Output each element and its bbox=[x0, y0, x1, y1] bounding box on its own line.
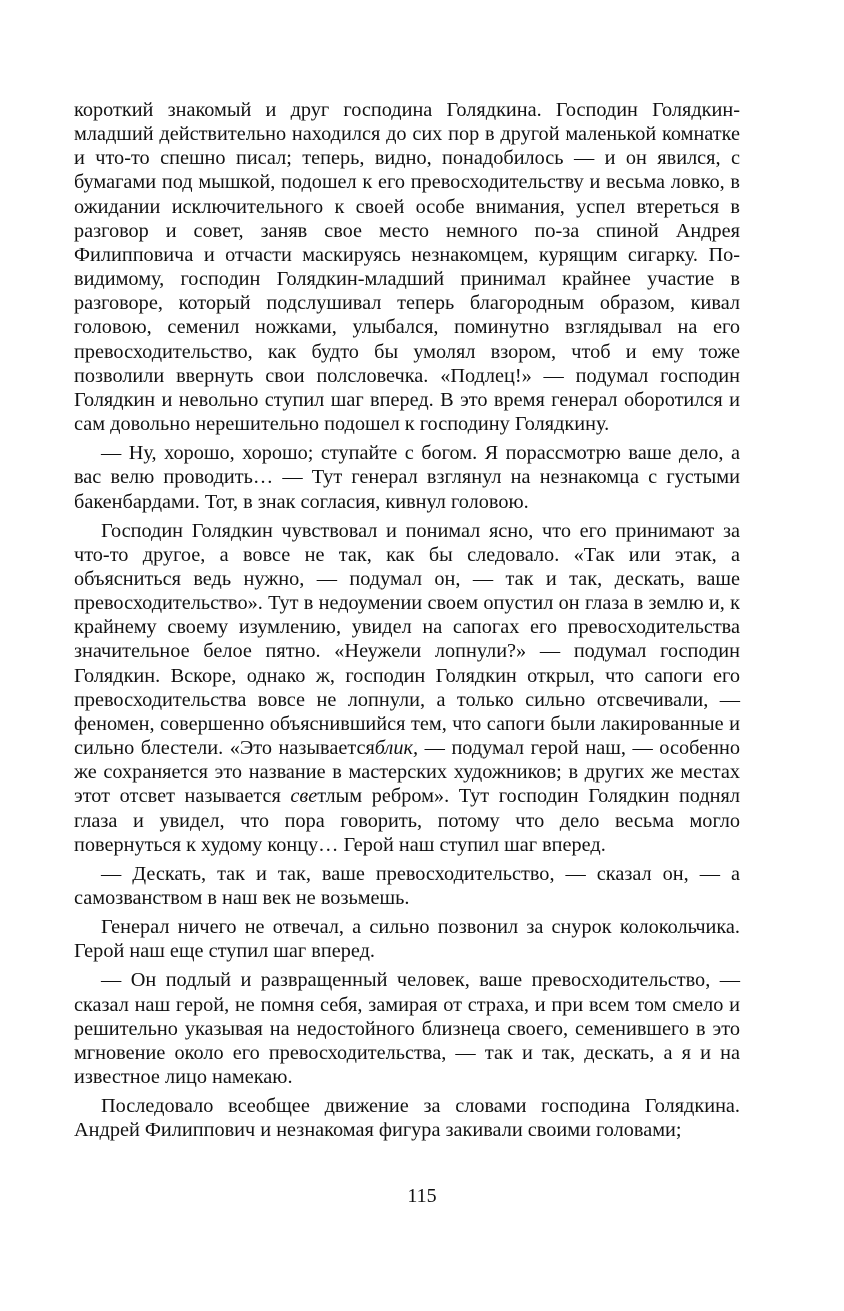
paragraph-4: — Дескать, так и так, ваше превосходительство, — сказал он, — а самозванством в наш век не возьмешь. bbox=[74, 862, 740, 909]
paragraph-3-text-b: — подумал герой наш, — особенно же сохраняется это название в мастерских художников; в других же местах этот отсвет называется bbox=[74, 737, 740, 808]
paragraph-2: — Ну, хорошо, хорошо; ступайте с богом. Я порассмотрю ваше дело, а вас велю проводить… — Тут генерал взглянул на незнакомца с густыми бакенбардами. Тот, в знак согласия, кивнул головою. bbox=[74, 442, 740, 513]
paragraph-3-text-c: тлым ребром». Тут господин Голядкин поднял глаза и увидел, что пора говорить, потому что дело весьма могло повернуться к худому концу… Герой наш ступил шаг вперед. bbox=[74, 785, 740, 856]
paragraph-3-emphasis-sve: све bbox=[290, 785, 318, 808]
paragraph-3-text-a: Господин Голядкин чувствовал и понимал ясно, что его принимают за что-то другое, а вовсе не так, как бы следовало. «Так или этак, а объясниться ведь нужно, — подумал он, — так и так, дескать, ваше превосходительство». Тут в недоумении своем опустил он глаза в землю и, к крайнему своему изумлению, увидел на сапогах его превосходительства значительное белое пятно. «Неужели лопнули?» — подумал господин Голядкин. Вскоре, однако ж, господин Голядкин открыл, что сапоги его превосходительства вовсе не лопнули, а только сильно отсвечивали, — феномен, совершенно объяснившийся тем, что сапоги были лакированные и сильно блестели. «Это называется bbox=[74, 519, 740, 760]
paragraph-3 bbox=[74, 519, 740, 857]
page-body bbox=[74, 98, 740, 1143]
page-number: 115 bbox=[407, 1185, 437, 1207]
paragraph-1: короткий знакомый и друг господина Голядкина. Господин Голядкин-младший действительно находился до сих пор в другой маленькой комнатке и что-то спешно писал; теперь, видно, понадобилось — и он явился, с бумагами под мышкой, подошел к его превосходительству и весьма ловко, в ожидании исключительного к своей особе внимания, успел втереться в разговор и совет, заняв свое место немного по-за спиной Андрея Филипповича и отчасти маскируясь незнакомцем, курящим сигарку. По-видимому, господин Голядкин-младший принимал крайнее участие в разговоре, который подслушивал теперь благородным образом, кивал головою, семенил ножками, улыбался, поминутно взглядывал на его превосходительство, как будто бы умолял взором, чтоб и ему тоже позволили ввернуть свои полсловечка. «Подлец!» — подумал господин Голядкин и невольно ступил шаг вперед. В это время генерал оборотился и сам довольно нерешительно подошел к господину Голядкину. bbox=[74, 99, 740, 436]
main-text bbox=[74, 98, 740, 1143]
paragraph-6: — Он подлый и развращенный человек, ваше превосходительство, — сказал наш герой, не помня себя, замирая от страха, и при всем том смело и решительно указывая на недостойного близнеца своего, семенившего в это мгновение около его превосходительства, — так и так, дескать, а я и на известное лицо намекаю. bbox=[74, 969, 740, 1089]
paragraph-7: Последовало всеобщее движение за словами господина Голядкина. Андрей Филиппович и незнакомая фигура закивали своими головами; bbox=[74, 1095, 740, 1142]
paragraph-3-emphasis-blik: блик, bbox=[374, 737, 419, 760]
paragraph-5: Генерал ничего не отвечал, а сильно позвонил за снурок колокольчика. Герой наш еще ступил шаг вперед. bbox=[74, 916, 740, 963]
